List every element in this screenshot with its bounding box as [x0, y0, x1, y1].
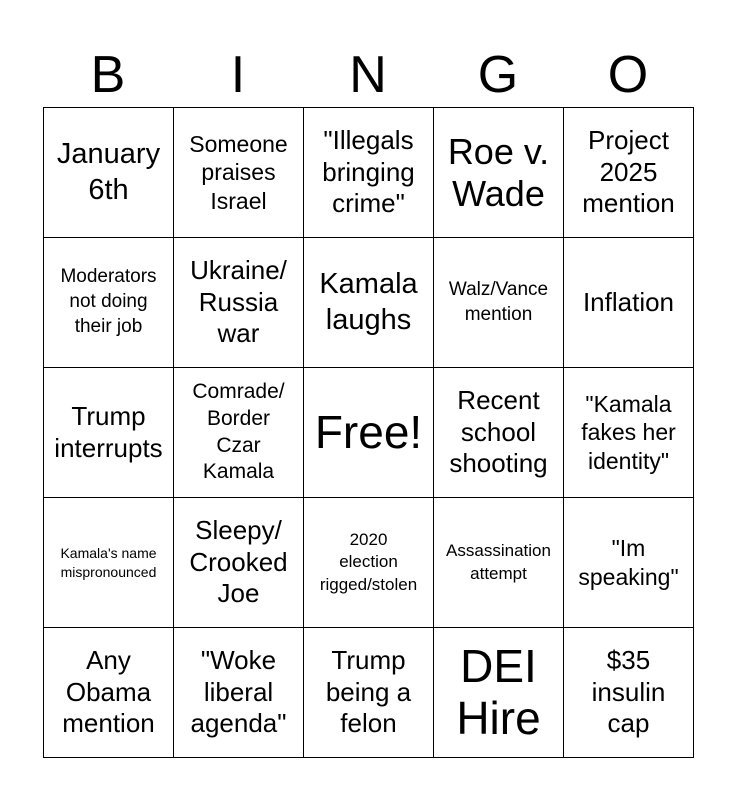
cell-text: Ukraine/ Russia war: [190, 254, 287, 349]
cell-text: Free!: [314, 405, 423, 458]
bingo-cell: [174, 368, 304, 498]
cell-text: $35 insulin cap: [591, 644, 666, 739]
bingo-cell: [174, 108, 304, 238]
bingo-cell: [564, 628, 694, 758]
bingo-cell: [564, 368, 694, 498]
bingo-cell: [304, 498, 434, 628]
bingo-cell: [174, 498, 304, 628]
header-letter-n: N: [349, 46, 387, 104]
cell-text: Assassination attempt: [446, 541, 551, 583]
bingo-cell: [44, 108, 174, 238]
cell-text: Sleepy/ Crooked Joe: [189, 514, 288, 609]
bingo-cell: [564, 498, 694, 628]
bingo-cell: [434, 238, 564, 368]
cell-text: Recent school shooting: [449, 384, 548, 479]
bingo-cell: [44, 368, 174, 498]
cell-text: Trump interrupts: [54, 400, 163, 463]
bingo-cell: [564, 108, 694, 238]
cell-text: "Im speaking": [578, 535, 679, 590]
cell-text: Moderators not doing their job: [60, 266, 157, 337]
cell-text: Kamala laughs: [319, 268, 418, 336]
bingo-cell: [434, 368, 564, 498]
header-letter-b: B: [90, 46, 126, 104]
header-letter-o: O: [607, 46, 649, 104]
bingo-cell: [564, 238, 694, 368]
header-letter-g: G: [477, 46, 519, 104]
cell-text: 2020 election rigged/stolen: [319, 530, 418, 594]
cell-text: DEI Hire: [456, 639, 541, 744]
free-space: [304, 368, 434, 498]
bingo-cell: [44, 628, 174, 758]
bingo-cell: [434, 498, 564, 628]
cell-text: January 6th: [56, 138, 161, 206]
bingo-header: [43, 44, 693, 106]
cell-text: Trump being a felon: [325, 644, 412, 739]
bingo-grid: [43, 107, 694, 758]
cell-text: Kamala's name mispronounced: [60, 544, 157, 580]
cell-text: Any Obama mention: [62, 644, 155, 739]
bingo-cell: [174, 238, 304, 368]
cell-text: Walz/Vance mention: [448, 278, 549, 325]
bingo-cell: [44, 238, 174, 368]
cell-text: "Illegals bringing crime": [322, 124, 415, 219]
cell-text: "Woke liberal agenda": [190, 644, 287, 739]
cell-text: Someone praises Israel: [189, 131, 288, 214]
bingo-cell: [304, 628, 434, 758]
cell-text: Inflation: [582, 286, 675, 317]
bingo-cell: [44, 498, 174, 628]
bingo-cell: [304, 238, 434, 368]
bingo-cell: [434, 108, 564, 238]
bingo-cell: [304, 108, 434, 238]
header-letter-i: I: [230, 46, 246, 104]
cell-text: Comrade/ Border Czar Kamala: [192, 379, 285, 484]
bingo-cell: [174, 628, 304, 758]
cell-text: Roe v. Wade: [447, 131, 550, 214]
bingo-cell: [434, 628, 564, 758]
cell-text: "Kamala fakes her identity": [581, 391, 676, 474]
cell-text: Project 2025 mention: [582, 124, 675, 219]
